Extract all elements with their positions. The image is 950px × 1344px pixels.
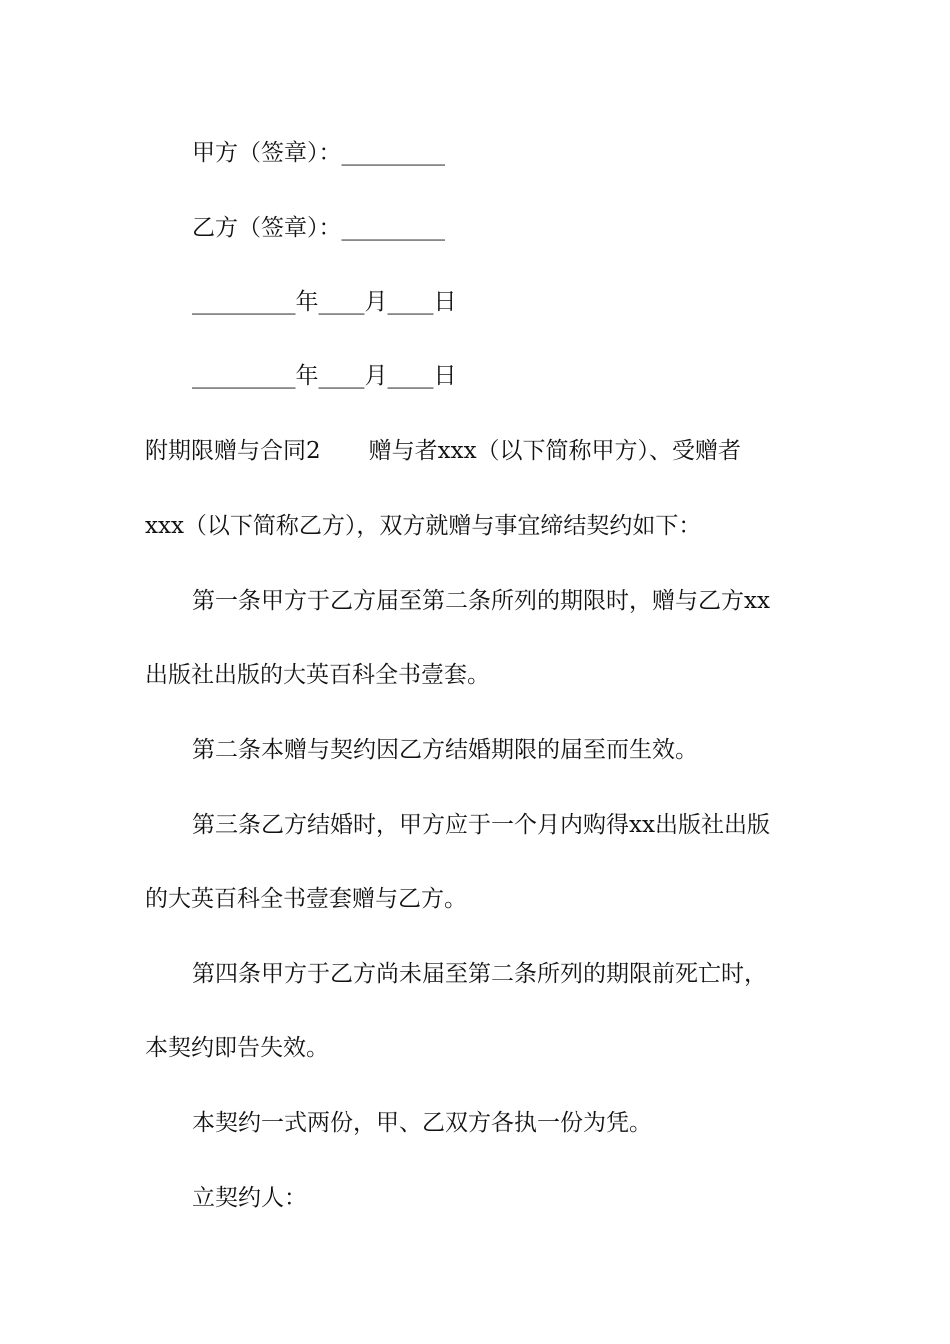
party-b-signature-line: 乙方（签章）：_________ xyxy=(192,215,445,241)
article-3-line: 第三条乙方结婚时，甲方应于一个月内购得xx出版社出版 xyxy=(192,812,770,838)
article-1-continuation: 出版社出版的大英百科全书壹套。 xyxy=(145,662,490,688)
party-a-signature-line: 甲方（签章）：_________ xyxy=(192,140,445,166)
contract-heading-line xyxy=(145,435,825,467)
contract-title: 附期限赠与合同2 xyxy=(145,438,321,464)
date-line: _________年____月____日 xyxy=(192,363,457,389)
article-4-continuation: 本契约即告失效。 xyxy=(145,1035,329,1061)
article-2-line: 第二条本赠与契约因乙方结婚期限的届至而生效。 xyxy=(192,737,698,763)
paragraph-line: xxx（以下简称乙方），双方就赠与事宜缔结契约如下： xyxy=(145,513,702,539)
article-4-line: 第四条甲方于乙方尚未届至第二条所列的期限前死亡时， xyxy=(192,961,767,987)
date-line: _________年____月____日 xyxy=(192,289,457,315)
article-3-continuation: 的大英百科全书壹套赠与乙方。 xyxy=(145,886,467,912)
signatory-label: 立契约人： xyxy=(192,1185,307,1211)
copies-clause-line: 本契约一式两份，甲、乙双方各执一份为凭。 xyxy=(192,1110,652,1136)
article-1-line: 第一条甲方于乙方届至第二条所列的期限时，赠与乙方xx xyxy=(192,588,770,614)
paragraph-text: 赠与者xxx（以下简称甲方）、受赠者 xyxy=(368,438,742,464)
